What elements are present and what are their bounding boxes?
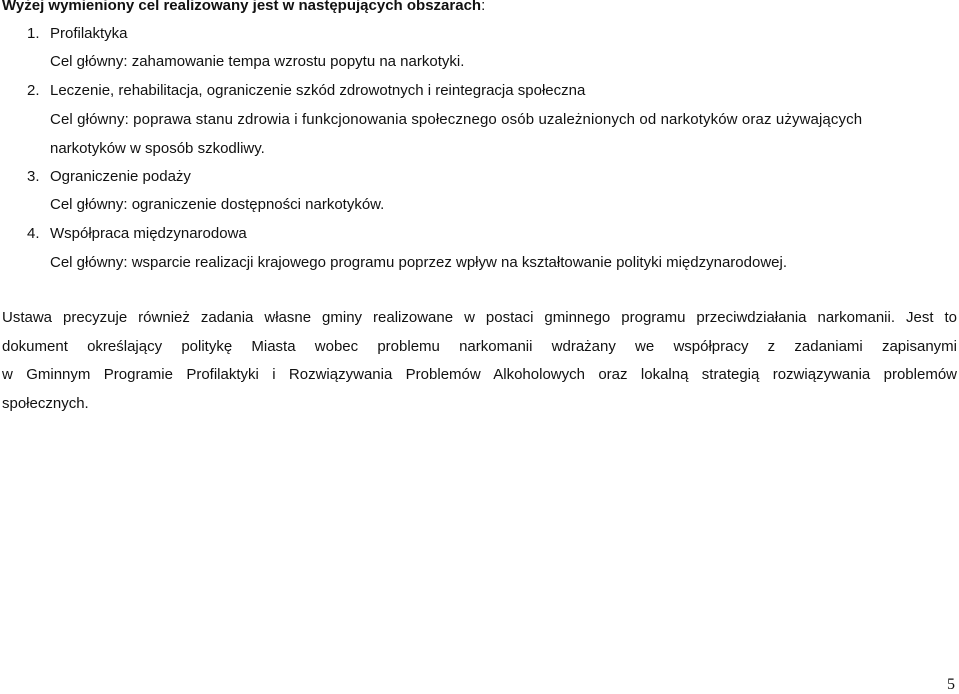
list-item-2-number: 2.	[27, 82, 40, 99]
paragraph-line-2: dokument określający politykę Miasta wobec problemu narkomanii wdrażany we współpracy z zadaniami zapisanymi	[2, 338, 957, 355]
intro-line	[2, 0, 485, 15]
list-item-4-title: Współpraca międzynarodowa	[50, 225, 247, 242]
intro-colon: :	[481, 0, 486, 14]
list-item-2-goal-line-2: narkotyków w sposób szkodliwy.	[50, 140, 265, 157]
paragraph-line-4: społecznych.	[2, 395, 89, 412]
list-item-4-goal: Cel główny: wsparcie realizacji krajowego programu poprzez wpływ na kształtowanie polityki międzynarodowej.	[50, 254, 787, 271]
list-item-3-number: 3.	[27, 168, 40, 185]
list-item-4-number: 4.	[27, 225, 40, 242]
list-item-3-goal: Cel główny: ograniczenie dostępności narkotyków.	[50, 196, 385, 213]
list-item-1-number: 1.	[27, 25, 40, 42]
intro-heading: Wyżej wymieniony cel realizowany jest w następujących obszarach	[2, 0, 482, 14]
paragraph-line-3: w Gminnym Programie Profilaktyki i Rozwiązywania Problemów Alkoholowych oraz lokalną strategią rozwiązywania problemów	[2, 366, 957, 383]
list-item-2-title: Leczenie, rehabilitacja, ograniczenie szkód zdrowotnych i reintegracja społeczna	[50, 82, 586, 99]
paragraph-line-1: Ustawa precyzuje również zadania własne gminy realizowane w postaci gminnego programu przeciwdziałania narkomanii. Jest to	[2, 309, 957, 326]
list-item-1-title: Profilaktyka	[50, 25, 128, 42]
list-item-1-goal: Cel główny: zahamowanie tempa wzrostu popytu na narkotyki.	[50, 53, 465, 70]
page-number: 5	[947, 676, 955, 693]
list-item-3-title: Ograniczenie podaży	[50, 168, 191, 185]
list-item-2-goal-line-1: Cel główny: poprawa stanu zdrowia i funkcjonowania społecznego osób uzależnionych od narkotyków oraz używających	[50, 111, 863, 128]
